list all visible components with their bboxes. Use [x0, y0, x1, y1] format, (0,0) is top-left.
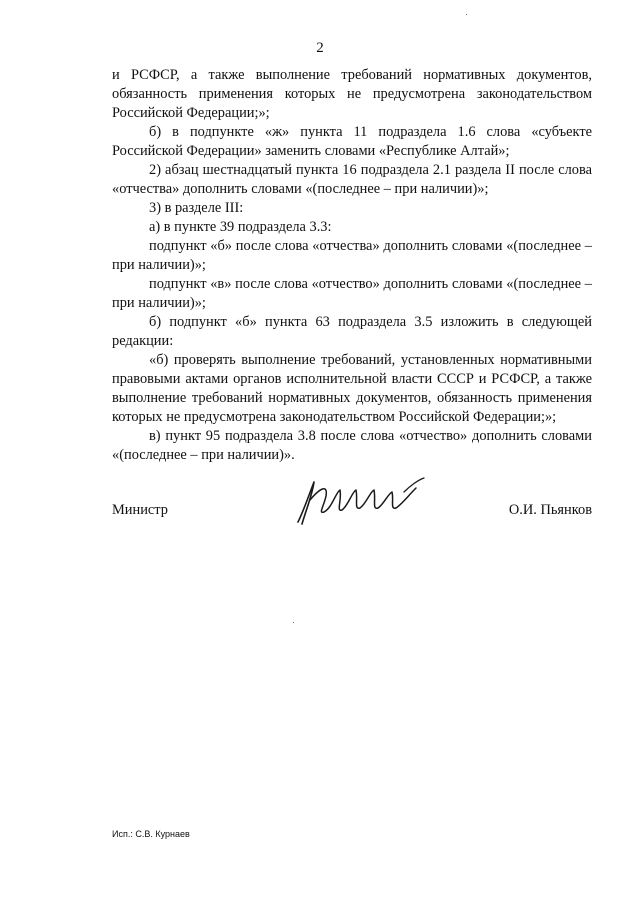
paragraph-item-3v: в) пункт 95 подраздела 3.8 после слова «отчество» дополнить словами «(последнее – при наличии)».	[112, 428, 592, 463]
paragraph-item-2: 2) абзац шестнадцатый пункта 16 подраздела 2.1 раздела II после слова «отчества» дополнить словами «(последнее – при наличии)»;	[112, 162, 592, 197]
scan-speck	[293, 622, 294, 623]
paragraph-item-3: 3) в разделе III:	[149, 200, 244, 216]
paragraph-continuation: и РСФСР, а также выполнение требований нормативных документов, обязанность применения которых не предусмотрена законодательством Российской Федерации;»;	[112, 67, 592, 121]
signatory-title: Министр	[112, 502, 168, 518]
paragraph-subitem-b: подпункт «б» после слова «отчества» дополнить словами «(последнее – при наличии)»;	[112, 238, 592, 273]
paragraph-item-b-zh: б) в подпункте «ж» пункта 11 подраздела 1.6 слова «субъекте Российской Федерации» заменить словами «Республике Алтай»;	[112, 124, 592, 159]
signature-block	[112, 470, 592, 540]
paragraph-item-3a: а) в пункте 39 подраздела 3.3:	[149, 219, 332, 235]
paragraph-item-3b: б) подпункт «б» пункта 63 подраздела 3.5 изложить в следующей редакции:	[112, 314, 592, 349]
scan-speck	[466, 14, 467, 15]
handwritten-signature	[284, 470, 434, 530]
document-body	[112, 66, 592, 465]
page-number: 2	[316, 40, 324, 56]
signatory-name: О.И. Пьянков	[508, 502, 592, 518]
paragraph-new-wording: «б) проверять выполнение требований, установленных нормативными правовыми актами органов исполнительной власти СССР и РСФСР, а также выполнение требований нормативных документов, обязанность применения которых не предусмотрена законодательством Российской Федерации;»;	[112, 352, 592, 425]
paragraph-subitem-v: подпункт «в» после слова «отчество» дополнить словами «(последнее – при наличии)»;	[112, 276, 592, 311]
executor-note: Исп.: С.В. Курнаев	[112, 829, 190, 839]
